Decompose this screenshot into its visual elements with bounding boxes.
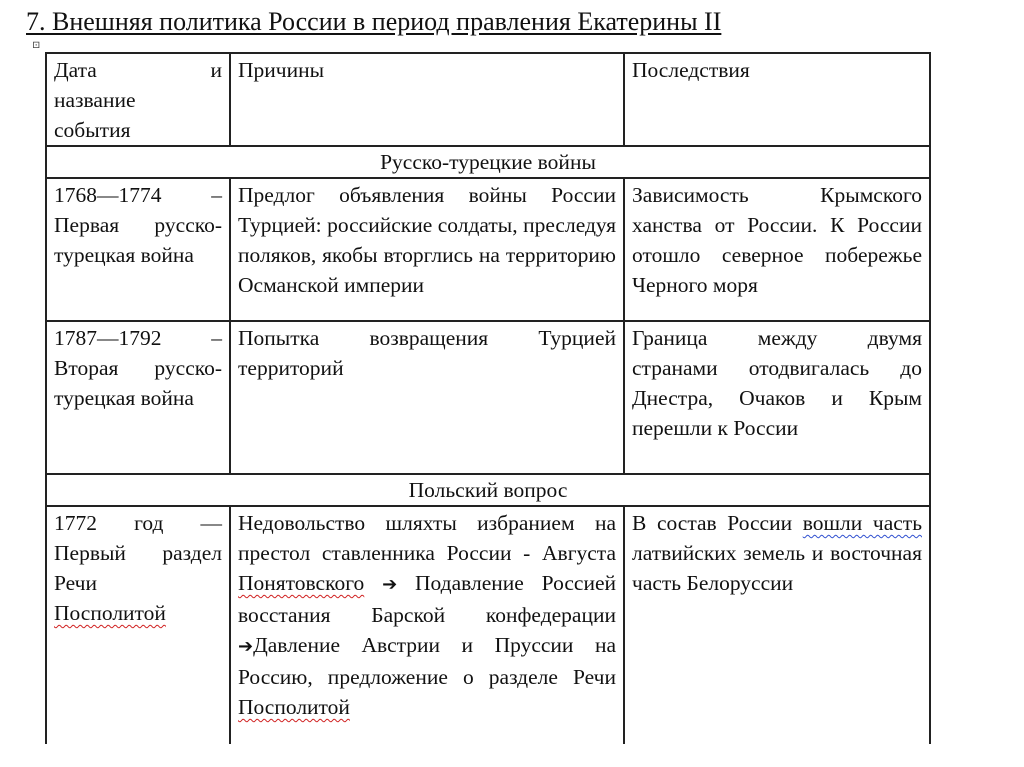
header-date-name [46,53,230,146]
section-russo-turkish: Русско-турецкие войны [46,146,930,178]
section-row-russo-turkish [46,146,930,178]
header-causes: Причины [230,53,624,146]
cell-consequences [624,506,930,744]
cell-causes [230,506,624,744]
foreign-policy-table [45,52,931,744]
cell-date-name: 1768—1774 – Первая русско-турецкая война [46,178,230,321]
table-header-row [46,53,930,146]
slide-title: 7. Внешняя политика России в период правления Екатерины II [26,7,722,36]
arrow-right-icon: ➔ [382,574,398,595]
cell-causes-spellcheck-e: Посполитой [238,695,350,719]
cell-causes-spellcheck-a: Понятовского [238,571,365,595]
table-row [46,321,930,474]
cell-date-name-text: 1772 год — Первый раздел Речи [54,511,222,595]
header-event-word: события [54,118,131,142]
table-row [46,506,930,744]
cell-date-name: 1787—1792 – Вторая русско-турецкая война [46,321,230,474]
section-polish: Польский вопрос [46,474,930,506]
cell-causes-text-d: Давление Австрии и Пруссии на Россию, предложение о разделе Речи [238,633,616,689]
cell-date-name [46,506,230,744]
header-name-word: название [54,88,136,112]
header-date-word: Дата [54,58,97,82]
table-anchor-icon: ⊡ [32,40,41,51]
cell-date-name-spellcheck: Посполитой [54,601,166,625]
cell-causes: Предлог объявления войны России Турцией: российские солдаты, преследуя поляков, якобы вторглись на территорию Османской империи [230,178,624,321]
cell-consequences: Граница между двумя странами отодвигалась до Днестра, Очаков и Крым перешли к России [624,321,930,474]
cell-consequences: Зависимость Крымского ханства от России. К России отошло северное побережье Черного моря [624,178,930,321]
table-row [46,178,930,321]
cell-consequences-text-a: В состав России [632,511,793,535]
cell-consequences-grammar-mark: вошли часть [802,511,922,535]
arrow-right-icon: ➔ [238,636,254,657]
section-row-polish [46,474,930,506]
cell-causes-text-c: Подавление Россией восстания Барской конфедерации [238,571,617,627]
header-and-word: и [210,58,222,82]
cell-causes: Попытка возвращения Турцией территорий [230,321,624,474]
header-consequences: Последствия [624,53,930,146]
cell-causes-text-a: Недовольство шляхты избранием на престол ставленника России - Августа [238,511,616,565]
cell-consequences-text-c: латвийских земель и восточная часть Белоруссии [632,541,922,595]
